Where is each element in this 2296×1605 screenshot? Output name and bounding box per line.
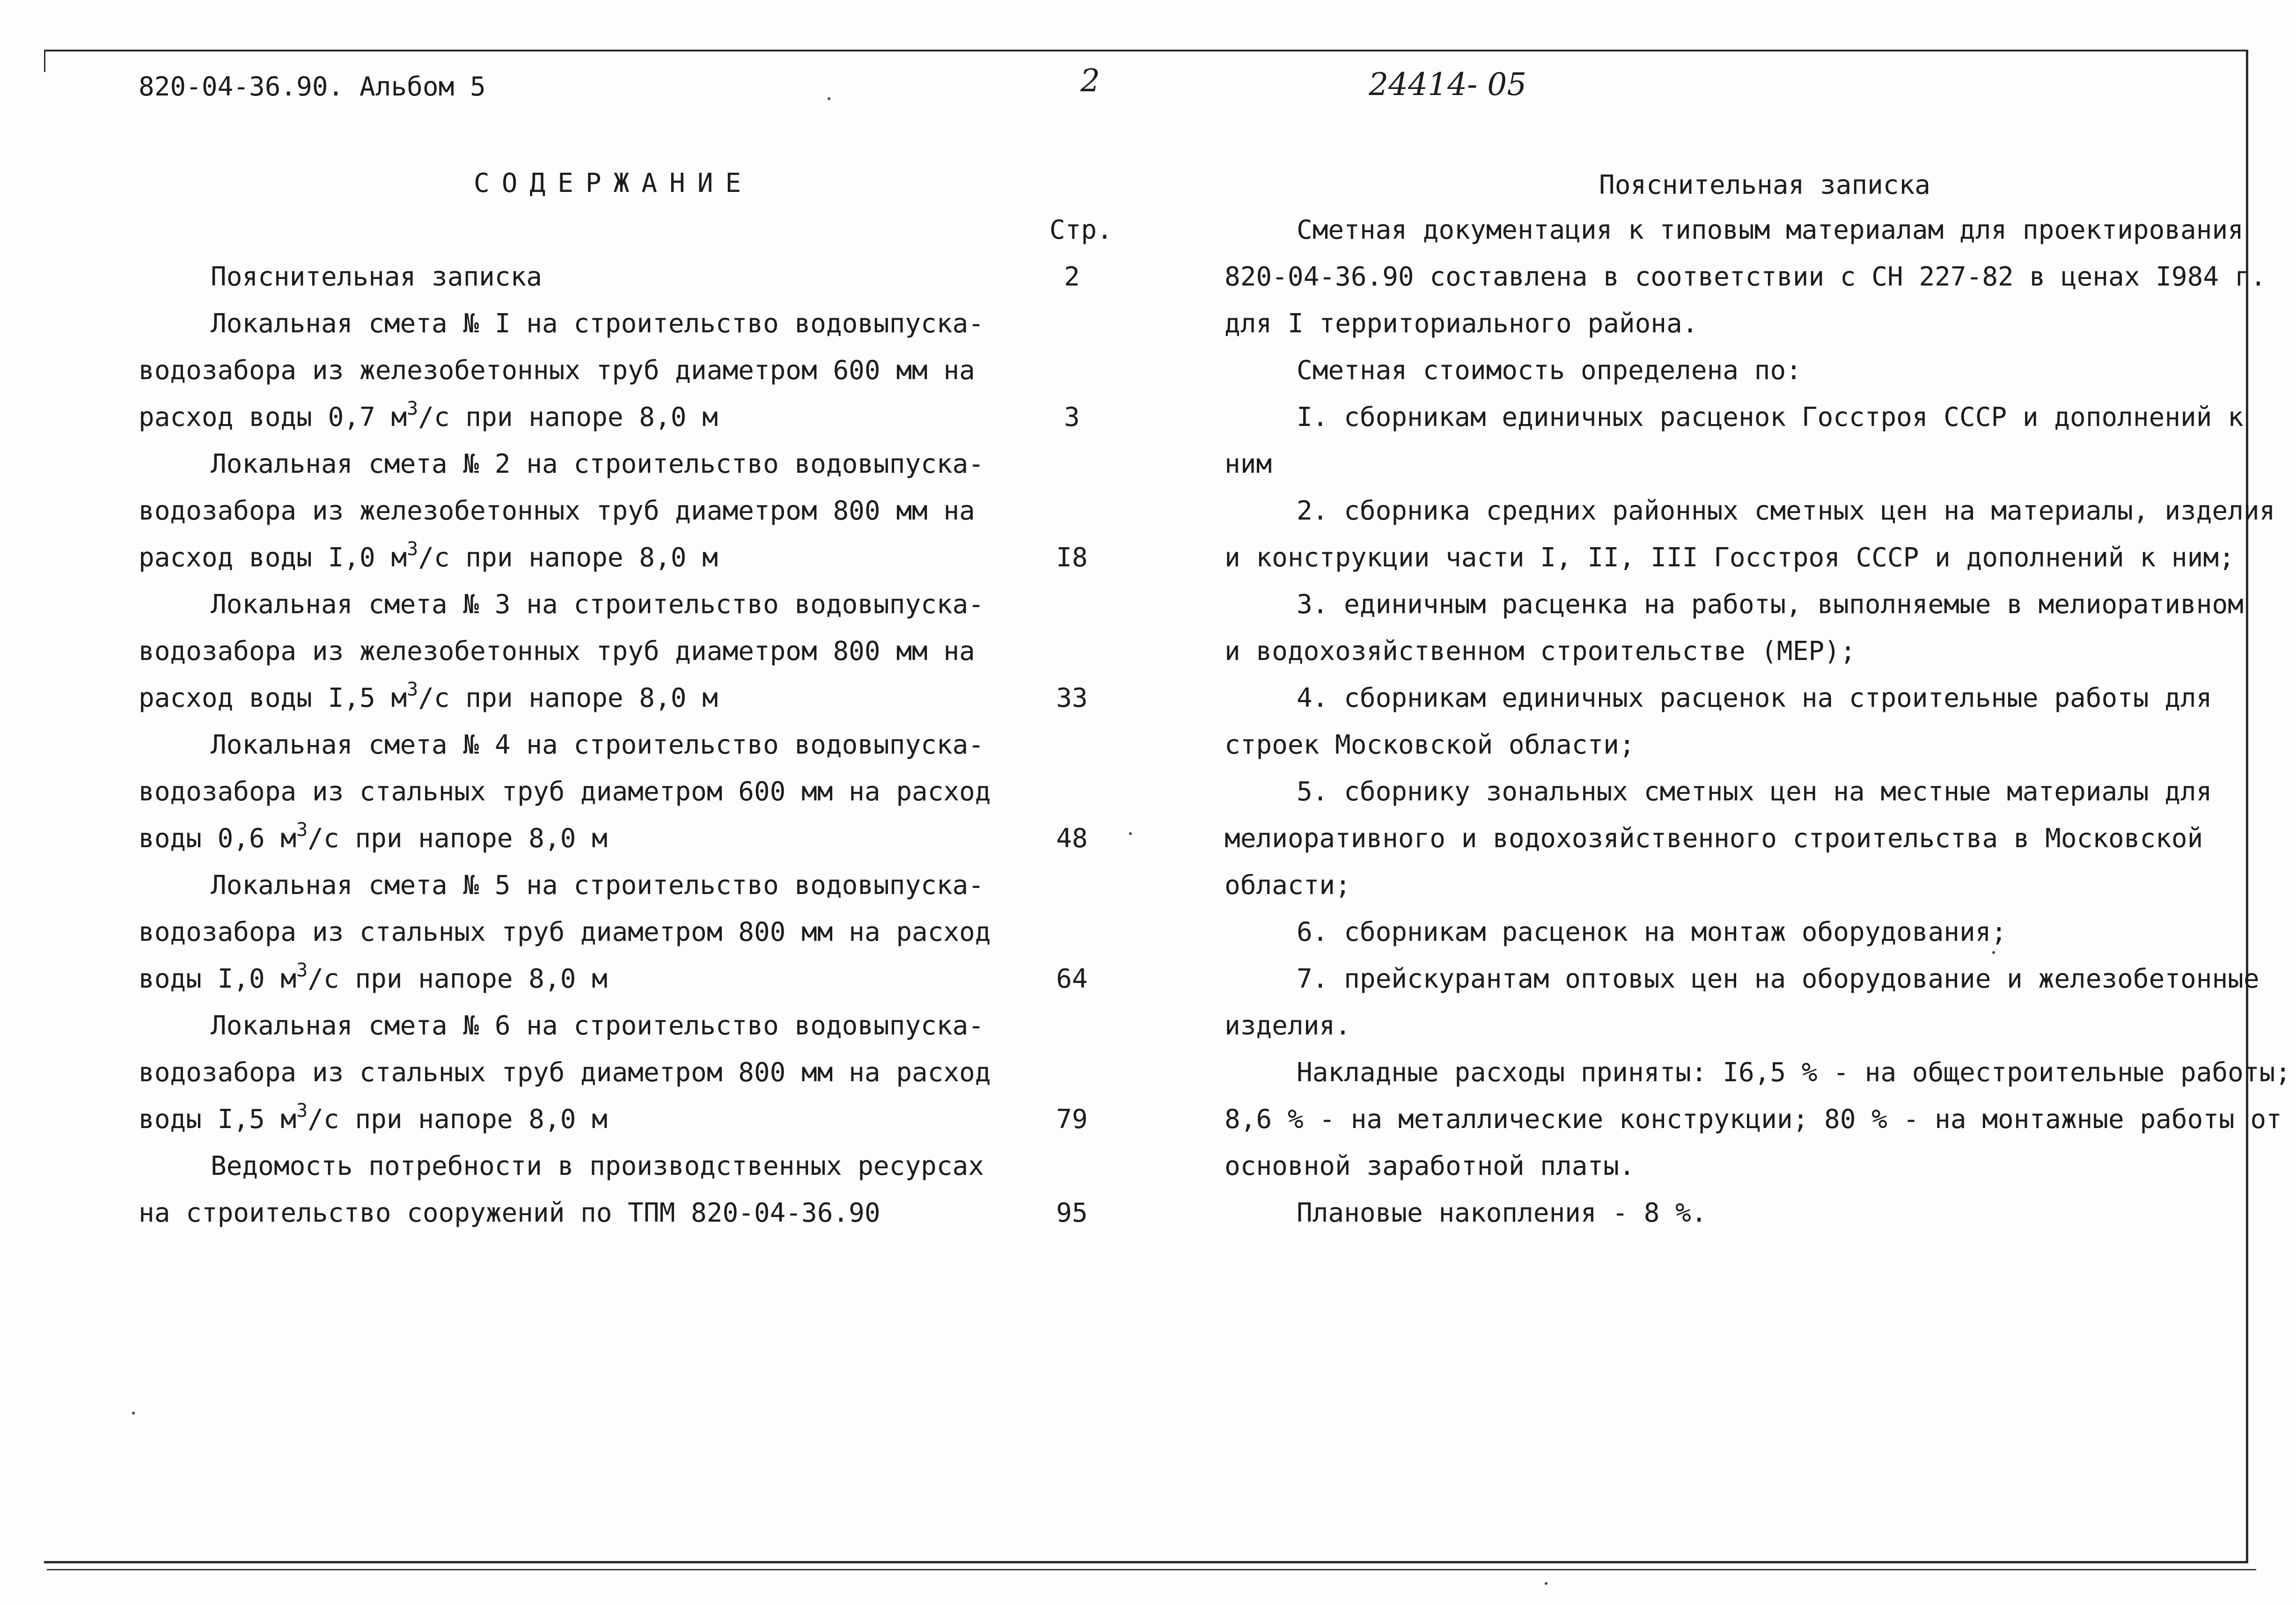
toc-entry-text: Локальная смета № 5 на строительство водовыпуска- (211, 870, 984, 901)
superscript: 3 (296, 1100, 308, 1121)
toc-entry-text: на строительство сооружений по ТПМ 820-04-36.90 (139, 1198, 880, 1228)
toc-page-number: 95 (1056, 1198, 1088, 1228)
toc-entry-text: Локальная смета № 2 на строительство водовыпуска- (211, 449, 984, 479)
toc-entry-text: расход воды I,5 $м^3/с$ при напоре 8,0 м (139, 679, 718, 713)
note-line: ним (1225, 449, 1272, 479)
note-line: Плановые накопления - 8 %. (1297, 1198, 1707, 1228)
note-line: Накладные расходы приняты: I6,5 % - на общестроительные работы; (1297, 1057, 2291, 1088)
note-line: Сметная документация к типовым материалам для проектирования (1297, 215, 2244, 245)
toc-entry-text: расход воды I,0 $м^3/с$ при напоре 8,0 м (139, 538, 718, 573)
toc-page-number: 33 (1056, 683, 1088, 713)
toc-page-number: I8 (1056, 542, 1088, 573)
note-title: Пояснительная записка (1599, 170, 1931, 200)
toc-entry-text: водозабора из железобетонных труб диаметром 600 мм на (139, 355, 975, 386)
scan-speck (132, 1412, 135, 1414)
toc-entry-text: водозабора из стальных труб диаметром 600 мм на расход (139, 777, 991, 807)
toc-entry-text: воды I,5 $м^3/с$ при напоре 8,0 м (139, 1100, 608, 1135)
toc-entry-text: Локальная смета № I на строительство водовыпуска- (211, 308, 984, 339)
toc-entry-text: водозабора из железобетонных труб диаметром 800 мм на (139, 496, 975, 526)
note-line: и конструкции части I, II, III Госстроя СССР и дополнений к ним; (1225, 542, 2235, 573)
toc-page-number: 2 (1064, 262, 1080, 292)
toc-entry-text: водозабора из железобетонных труб диаметром 800 мм на (139, 636, 975, 667)
toc-entry-text: водозабора из стальных труб диаметром 800 мм на расход (139, 1057, 991, 1088)
toc-entry-text: Ведомость потребности в производственных ресурсах (211, 1151, 984, 1181)
toc-entry-text: Локальная смета № 3 на строительство водовыпуска- (211, 589, 984, 620)
note-line: и водохозяйственном строительстве (МЕР); (1225, 636, 1856, 667)
note-line: области; (1225, 870, 1351, 901)
note-line: мелиоративного и водохозяйственного строительства в Московской (1225, 823, 2203, 854)
handwritten-sheet-number: 2 (1080, 63, 1100, 99)
note-line: строек Московской области; (1225, 730, 1635, 760)
note-line: Сметная стоимость определена по: (1297, 355, 1802, 386)
toc-entry-text: воды I,0 $м^3/с$ при напоре 8,0 м (139, 960, 608, 994)
note-line: 4. сборникам единичных расценок на строительные работы для (1297, 683, 2212, 713)
page-column-label: Стр. (1049, 215, 1113, 245)
toc-entry-text: воды 0,6 $м^3/с$ при напоре 8,0 м (139, 819, 608, 854)
toc-page-number: 64 (1056, 964, 1088, 994)
document-code: 820-04-36.90. Альбом 5 (139, 72, 486, 102)
scan-speck (828, 97, 830, 100)
note-line: 820-04-36.90 составлена в соответствии с СН 227-82 в ценах I984 г. (1225, 262, 2267, 292)
superscript: 3 (296, 819, 308, 841)
frame-corner-mark (44, 50, 45, 72)
note-line: для I территориального района. (1225, 308, 1698, 339)
scan-speck (1129, 832, 1132, 835)
toc-entry-text: Пояснительная записка (211, 262, 543, 292)
note-line: I. сборникам единичных расценок Госстроя СССР и дополнений к (1297, 402, 2244, 432)
toc-entry-text: Локальная смета № 6 на строительство водовыпуска- (211, 1011, 984, 1041)
note-line: основной заработной платы. (1225, 1151, 1635, 1181)
superscript: 3 (407, 538, 418, 560)
bottom-rule (47, 1569, 2256, 1570)
handwritten-inventory-number: 24414- 05 (1369, 66, 1527, 103)
note-line: 5. сборнику зональных сметных цен на местные материалы для (1297, 777, 2212, 807)
note-line: изделия. (1225, 1011, 1351, 1041)
toc-page-number: 3 (1064, 402, 1080, 432)
toc-entry-text: Локальная смета № 4 на строительство водовыпуска- (211, 730, 984, 760)
note-line: 6. сборникам расценок на монтаж оборудования; (1297, 917, 2007, 947)
note-line: 8,6 % - на металлические конструкции; 80 % - на монтажные работы от (1225, 1104, 2282, 1135)
toc-title: СОДЕРЖАНИЕ (474, 168, 754, 198)
superscript: 3 (407, 679, 418, 700)
toc-page-number: 48 (1056, 823, 1088, 854)
superscript: 3 (407, 398, 418, 419)
scan-speck (1992, 951, 1995, 954)
note-line: 2. сборника средних районных сметных цен на материалы, изделия (1297, 496, 2275, 526)
note-line: 3. единичным расценка на работы, выполняемые в мелиоративном (1297, 589, 2244, 620)
scan-speck (1545, 1582, 1548, 1585)
toc-entry-text: расход воды 0,7 $м^3/с$ при напоре 8,0 м (139, 398, 718, 432)
superscript: 3 (296, 960, 308, 981)
note-line: 7. прейскурантам оптовых цен на оборудование и железобетонные (1297, 964, 2259, 994)
toc-entry-text: водозабора из стальных труб диаметром 800 мм на расход (139, 917, 991, 947)
toc-page-number: 79 (1056, 1104, 1088, 1135)
